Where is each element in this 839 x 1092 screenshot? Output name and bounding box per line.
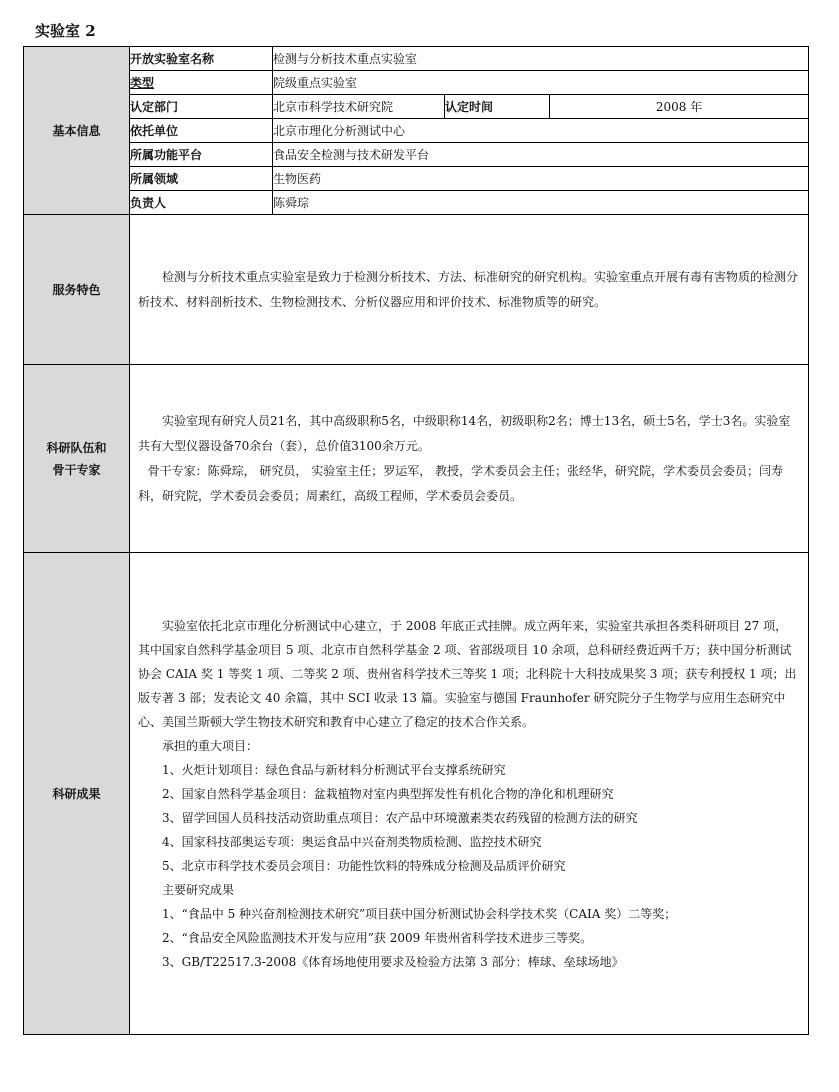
label-lab-name: 开放实验室名称: [130, 47, 273, 71]
value-leader: 陈舜琮: [273, 191, 809, 215]
label-certified-time: 认定时间: [445, 95, 550, 119]
value-department: 北京市科学技术研究院: [273, 95, 445, 119]
row-lab-name: [24, 47, 809, 71]
project-item: 1、火炬计划项目：绿色食品与新材料分析测试平台支撑系统研究: [162, 762, 506, 777]
lab-info-table: [23, 46, 809, 1035]
label-leader: 负责人: [130, 191, 273, 215]
row-platform: [24, 143, 809, 167]
project-item: 3、留学回国人员科技活动资助重点项目：农产品中环境激素类农药残留的检测方法的研究: [162, 810, 638, 825]
project-item: 4、国家科技部奥运专项：奥运食品中兴奋剂类物质检测、监控技术研究: [162, 834, 542, 849]
label-department: 认定部门: [130, 95, 273, 119]
row-field: [24, 167, 809, 191]
label-host-unit: 依托单位: [130, 119, 273, 143]
project-item: 5、北京市科学技术委员会项目：功能性饮料的特殊成分检测及品质评价研究: [162, 858, 566, 873]
results-intro-text: 实验室依托北京市理化分析测试中心建立，于 2008 年底正式挂牌。成立两年来，实验室共承担各类科研项目 27 项，其中国家自然科学基金项目 5 项、北京市自然科学基金 2 项、省部级项目 10 余项，总科研经费近两千万；获中国分析测试协会 CAIA 奖 1 等奖 1 项、二等奖 2 项、贵州省科学技术三等奖 1 项；北科院十大科技成果奖 3 项；获专利授权 1 项；出版专著 3 部；发表论文 40 余篇，其中 SCI 收录 13 篇。实验室与德国 Fraunhofer 研究院分子生物学与应用生态研究中心、美国兰斯顿大学生物技术研究和教育中心建立了稳定的技术合作关系。: [138, 618, 797, 729]
project-item: 2、国家自然科学基金项目：盆栽植物对室内典型挥发性有机化合物的净化和机理研究: [162, 786, 614, 801]
value-field: 生物医药: [273, 167, 809, 191]
row-team: [24, 365, 809, 553]
team-label-line2: 骨干专家: [52, 462, 101, 477]
team-staff-text: 实验室现有研究人员21名，其中高级职称5名，中级职称14名，初级职称2名；博士13名，硕士5名，学士3名。实验室共有大型仪器设备70余台（套），总价值3100余万元。: [138, 413, 791, 453]
value-certified-time: 2008 年: [550, 95, 809, 119]
team-experts-text: 骨干专家：陈舜琮， 研究员， 实验室主任；罗运军， 教授，学术委员会主任；张经华，研究院，学术委员会委员；闫寿科，研究院，学术委员会委员；周素红，高级工程师，学术委员会委员。: [138, 463, 784, 503]
results-cell: [130, 553, 809, 1035]
page-title: 实验室 2: [35, 22, 96, 40]
value-lab-name: 检测与分析技术重点实验室: [273, 47, 809, 71]
row-results: [24, 553, 809, 1035]
achievement-item: 1、“食品中 5 种兴奋剂检测技术研究”项目获中国分析测试协会科学技术奖（CAIA 奖）二等奖；: [162, 906, 677, 921]
section-service-features: 服务特色: [24, 215, 130, 365]
row-type: [24, 71, 809, 95]
service-text: 检测与分析技术重点实验室是致力于检测分析技术、方法、标准研究的研究机构。实验室重点开展有毒有害物质的检测分析技术、材料剖析技术、生物检测技术、分析仪器应用和评价技术、标准物质等的研究。: [138, 269, 799, 309]
label-field: 所属领域: [130, 167, 273, 191]
row-service: [24, 215, 809, 365]
section-team: [24, 365, 130, 553]
section-basic-info: 基本信息: [24, 47, 130, 215]
value-type: 院级重点实验室: [273, 71, 809, 95]
achievements-heading: 主要研究成果: [162, 882, 235, 897]
row-host-unit: [24, 119, 809, 143]
value-platform: 食品安全检测与技术研发平台: [273, 143, 809, 167]
section-research-results: 科研成果: [24, 553, 130, 1035]
team-cell: [130, 365, 809, 553]
projects-heading: 承担的重大项目：: [162, 738, 259, 753]
service-features-cell: [130, 215, 809, 365]
label-type: 类型: [130, 71, 273, 95]
row-department: [24, 95, 809, 119]
row-leader: [24, 191, 809, 215]
team-label-line1: 科研队伍和: [46, 440, 107, 455]
value-host-unit: 北京市理化分析测试中心: [273, 119, 809, 143]
achievement-item: 3、GB/T22517.3-2008《体育场地使用要求及检验方法第 3 部分：棒球、垒球场地》: [162, 954, 624, 969]
achievement-item: 2、“食品安全风险监测技术开发与应用”获 2009 年贵州省科学技术进步三等奖。: [162, 930, 593, 945]
label-platform: 所属功能平台: [130, 143, 273, 167]
